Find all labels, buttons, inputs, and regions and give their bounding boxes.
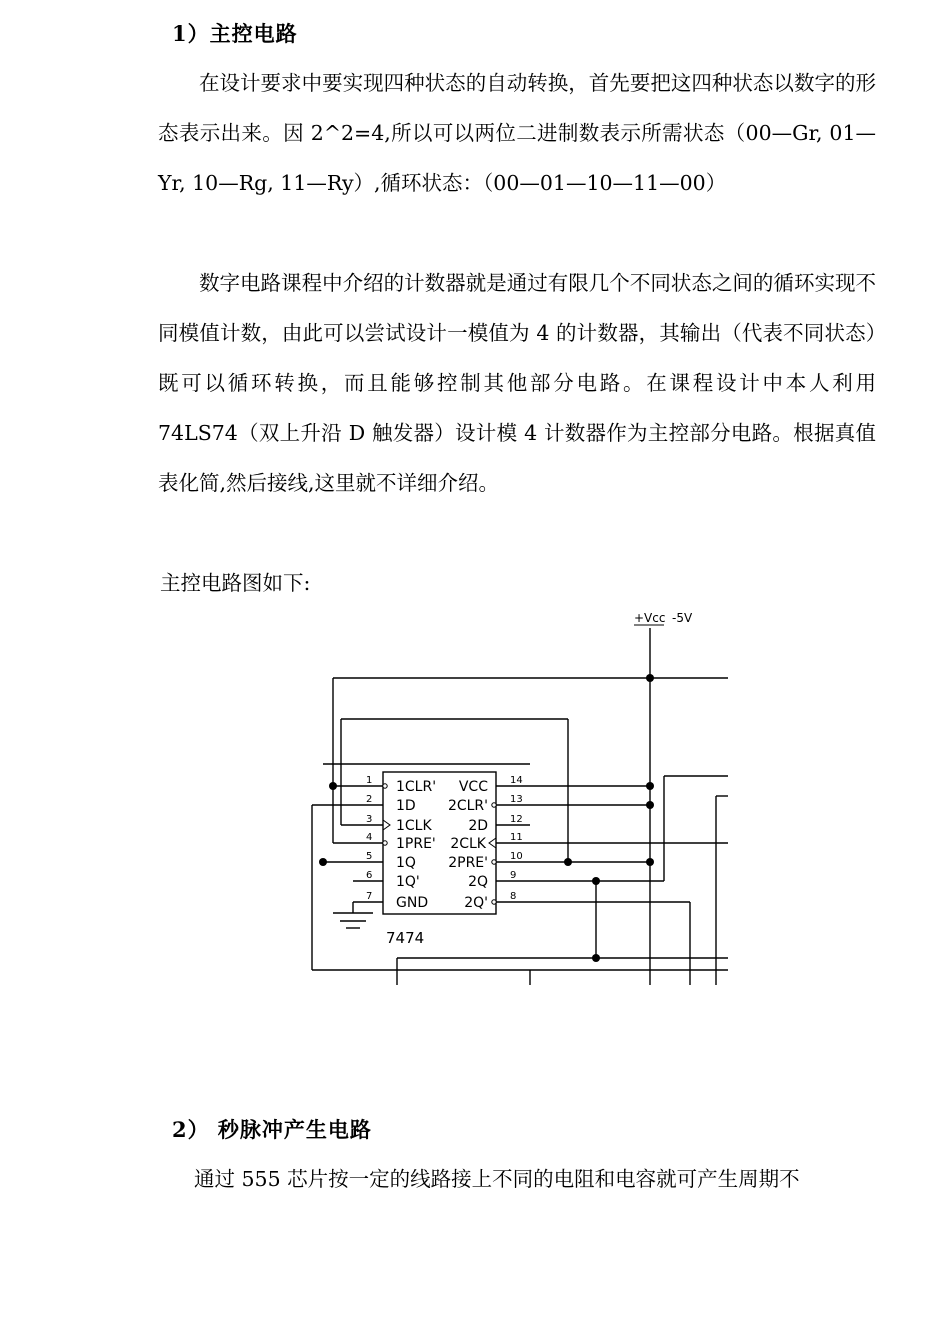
pin-1-number: 1 (366, 775, 373, 786)
pin-6-number: 6 (366, 870, 373, 881)
pin-10-label: 2PRE' (448, 855, 488, 871)
pin-14-label: VCC (458, 779, 488, 795)
pin-10-number: 10 (510, 851, 523, 862)
pin-11-number: 11 (510, 832, 523, 843)
circuit-caption: 主控电路图如下: (160, 571, 311, 595)
pin-1-label: 1CLR' (396, 779, 437, 795)
chip-name: 7474 (386, 929, 425, 947)
pin-13-number: 13 (510, 794, 523, 805)
pin-4-number: 4 (366, 832, 373, 843)
pin-12-number: 12 (510, 814, 523, 825)
pin-3-label: 1CLK (396, 818, 432, 834)
vcc-label: +Vcc (634, 611, 666, 625)
pin-5-label: 1Q (396, 855, 416, 871)
vcc-value: -5V (672, 611, 693, 625)
section2-paragraph-1: 通过 555 芯片按一定的线路接上不同的电阻和电容就可产生周期不 (194, 1167, 800, 1191)
pin-11-label: 2CLK (450, 836, 486, 852)
pin-9-label: 2Q (468, 874, 488, 890)
pin-13-label: 2CLR' (447, 798, 488, 814)
pin-8-label: 2Q' (464, 895, 488, 911)
pin-2-label: 1D (396, 798, 416, 814)
pin-8-number: 8 (510, 891, 517, 902)
pin-12-label: 2D (468, 818, 488, 834)
pin-9-number: 9 (510, 870, 517, 881)
section1-heading: 1）主控电路 (172, 21, 298, 46)
section1-paragraph-2: 数字电路课程中介绍的计数器就是通过有限几个不同状态之间的循环实现不同模值计数，由此可以尝试设计一模值为 4 的计数器，其输出（代表不同状态）既可以循环转换，而且能够控制其他部分电路。在课程设计中本人利用 74LS74（双上升沿 D 触发器）设计模 4 计数器作为主控部分电路。根据真值表化简,然后接线,这里就不详细介绍。 (158, 271, 876, 495)
pin-6-label: 1Q' (396, 874, 420, 890)
pin-2-number: 2 (366, 794, 373, 805)
section1-paragraph-1: 在设计要求中要实现四种状态的自动转换，首先要把这四种状态以数字的形态表示出来。因 2^2=4,所以可以两位二进制数表示所需状态（00—Gr, 01—Yr, 10—Rg, 11—Ry）,循环状态：（00—01—10—11—00） (158, 71, 876, 195)
pin-7-label: GND (396, 895, 429, 911)
pin-14-number: 14 (510, 775, 523, 786)
pin-7-number: 7 (366, 891, 373, 902)
pin-3-number: 3 (366, 814, 373, 825)
pin-4-label: 1PRE' (396, 836, 436, 852)
section2-heading: 2） 秒脉冲产生电路 (172, 1117, 372, 1142)
pin-5-number: 5 (366, 851, 373, 862)
